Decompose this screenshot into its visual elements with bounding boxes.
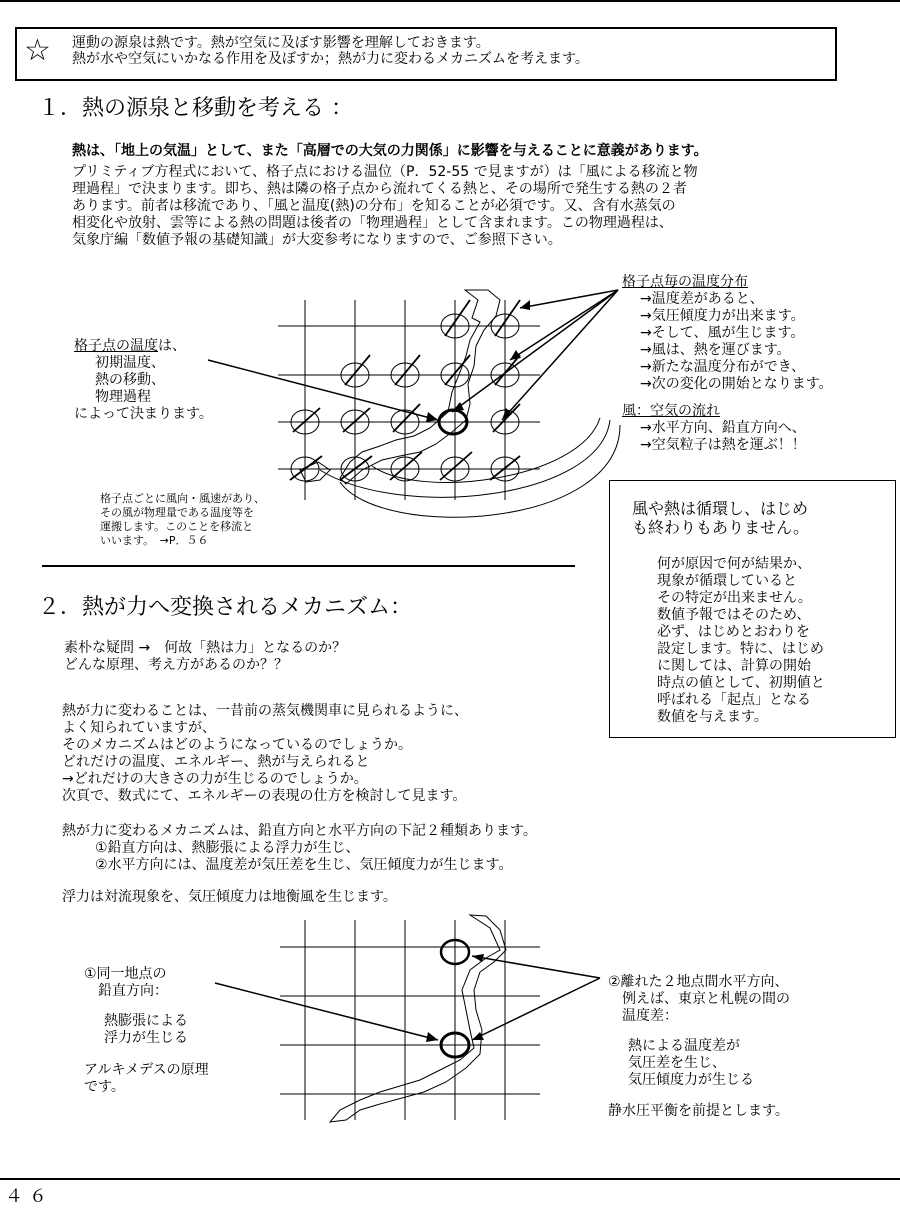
dist-label-item: →次の変化の開始となります。	[640, 376, 833, 392]
note-body-line: 呼ばれる「起点」となる	[657, 692, 811, 708]
dist-label-item: →風は、熱を運びます。	[640, 342, 791, 358]
grid-temp-item: 熱の移動、	[95, 372, 165, 388]
dist-label-item: →温度差があると、	[640, 291, 764, 307]
section-1-para-line: 気象庁編「数値予報の基礎知識」が大変参考になりますので、ご参照下さい。	[72, 232, 562, 248]
grid-temp-title-suffix: は、	[158, 338, 186, 354]
page-number: ４６	[5, 1186, 53, 1207]
section-1-para-line: プリミティブ方程式において、格子点における温位（P．52-55 で見ますが）は「風による移流と物	[72, 164, 698, 180]
note-body-line: 必ず、はじめとおわりを	[657, 624, 810, 640]
mechanism-summary: 浮力は対流現象を、気圧傾度力は地衡風を生じます。	[62, 889, 397, 905]
section-1-para-line: あります。前者は移流であり、「風と温度(熱)の分布」を知ることが必須です。又、含有水蒸気の	[72, 198, 676, 214]
section-divider	[42, 565, 575, 567]
grid-temp-tail: によって決まります。	[74, 406, 213, 422]
vertical-label-line: ①同一地点の	[84, 966, 167, 982]
horizontal-label-line: 例えば、東京と札幌の間の	[608, 991, 790, 1007]
note-body-line: 時点の値として、初期値と	[657, 675, 825, 691]
horizontal-effect-line: 気圧差を生じ、	[628, 1055, 726, 1071]
section-2-para-line: どれだけの温度、エネルギー、熱が与えられると	[62, 754, 370, 770]
dist-label-title: 格子点毎の温度分布	[622, 274, 748, 290]
dist-label-item: →そして、風が生じます。	[640, 325, 805, 341]
grid-temp-item: 物理過程	[95, 389, 151, 405]
wind-label-title: 風：空気の流れ	[622, 403, 720, 419]
vertical-principle-line: です。	[84, 1079, 125, 1095]
mechanism-item: ②水平方向には、温度差が気圧差を生じ、気圧傾度力が生じます。	[95, 857, 513, 873]
section-1-para-line: 理過程」で決まります。即ち、熱は隣の格子点から流れてくる熱と、その場所で発生する熱の２者	[72, 181, 687, 197]
bottom-rule	[0, 1178, 900, 1180]
section-2-para-line: そのメカニズムはどのようになっているのでしょうか。	[62, 737, 412, 753]
vertical-principle-line: アルキメデスの原理	[84, 1062, 209, 1078]
note-body-line: その特定が出来ません。	[657, 590, 812, 606]
intro-line-1: 運動の源泉は熱です。熱が空気に及ぼす影響を理解しておきます。	[72, 35, 490, 51]
horizontal-premise: 静水圧平衡を前提とします。	[608, 1103, 789, 1119]
note-body-line: 設定します。特に、はじめ	[657, 641, 824, 657]
section-2-para-line: 熱が力に変わることは、一昔前の蒸気機関車に見られるように、	[62, 703, 468, 719]
question-line: 素朴な疑問 → 何故「熱は力」となるのか？	[64, 640, 347, 656]
horizontal-effect-line: 熱による温度差が	[628, 1038, 740, 1054]
note-body-line: 何が原因で何が結果か、	[657, 556, 811, 572]
horizontal-effect-line: 気圧傾度力が生じる	[628, 1072, 754, 1088]
section-2-heading: ２．熱が力へ変換されるメカニズム：	[38, 595, 413, 620]
intro-line-2: 熱が水や空気にいかなる作用を及ぼすか；熱が力に変わるメカニズムを考えます。	[72, 51, 589, 67]
horizontal-label-line: 温度差：	[608, 1008, 678, 1024]
advection-note-line: その風が物理量である温度等を	[100, 506, 254, 519]
section-1-lead: 熱は、「地上の気温」として、また「高層での大気の力関係」に影響を与えることに意義があります。	[72, 143, 708, 159]
note-body-line: 現象が循環していると	[657, 573, 797, 589]
section-2-para-line: 次頁で、数式にて、エネルギーの表現の仕方を検討して見ます。	[62, 788, 467, 804]
section-1-para-line: 相変化や放射、雲等による熱の問題は後者の「物理過程」として含まれます。この物理過程は、	[72, 215, 673, 231]
dist-label-item: →気圧傾度力が出来ます。	[640, 308, 805, 324]
wind-label-item: →空気粒子は熱を運ぶ！！	[640, 437, 806, 453]
mechanism-intro: 熱が力に変わるメカニズムは、鉛直方向と水平方向の下記２種類あります。	[62, 823, 537, 839]
vertical-effect-line: 浮力が生じる	[104, 1030, 188, 1046]
section-2-para-line: よく知られていますが、	[62, 720, 216, 736]
note-body-line: 数値を与えます。	[657, 709, 768, 725]
grid-temp-item: 初期温度、	[95, 355, 165, 371]
grid-temp-label	[74, 338, 186, 355]
horizontal-label-line: ②離れた２地点間水平方向、	[608, 974, 789, 990]
vertical-effect-line: 熱膨張による	[104, 1013, 188, 1029]
wind-label-item: →水平方向、鉛直方向へ、	[640, 420, 806, 436]
note-body-line: に関しては、計算の開始	[657, 658, 811, 674]
grid-temp-title: 格子点の温度	[74, 338, 158, 354]
section-1-heading: １．熱の源泉と移動を考える ：	[38, 96, 353, 121]
advection-note-line: いいます。 →P．５６	[100, 534, 209, 547]
note-heading-line: も終わりもありません。	[632, 518, 809, 537]
advection-note-line: 運搬します。このことを移流と	[100, 520, 254, 533]
vertical-label-line: 鉛直方向：	[84, 983, 168, 999]
advection-note-line: 格子点ごとに風向・風速があり、	[100, 492, 265, 505]
question-line: どんな原理、考え方があるのか？？	[64, 657, 288, 673]
star-icon: ☆	[24, 33, 51, 68]
dist-label-item: →新たな温度分布ができ、	[640, 359, 806, 375]
note-body-line: 数値予報ではそのため、	[657, 607, 811, 623]
note-heading-line: 風や熱は循環し、はじめ	[632, 499, 809, 518]
section-2-para-line: →どれだけの大きさの力が生じるのでしょうか。	[62, 771, 368, 787]
mechanism-item: ①鉛直方向は、熱膨張による浮力が生じ、	[95, 840, 360, 856]
